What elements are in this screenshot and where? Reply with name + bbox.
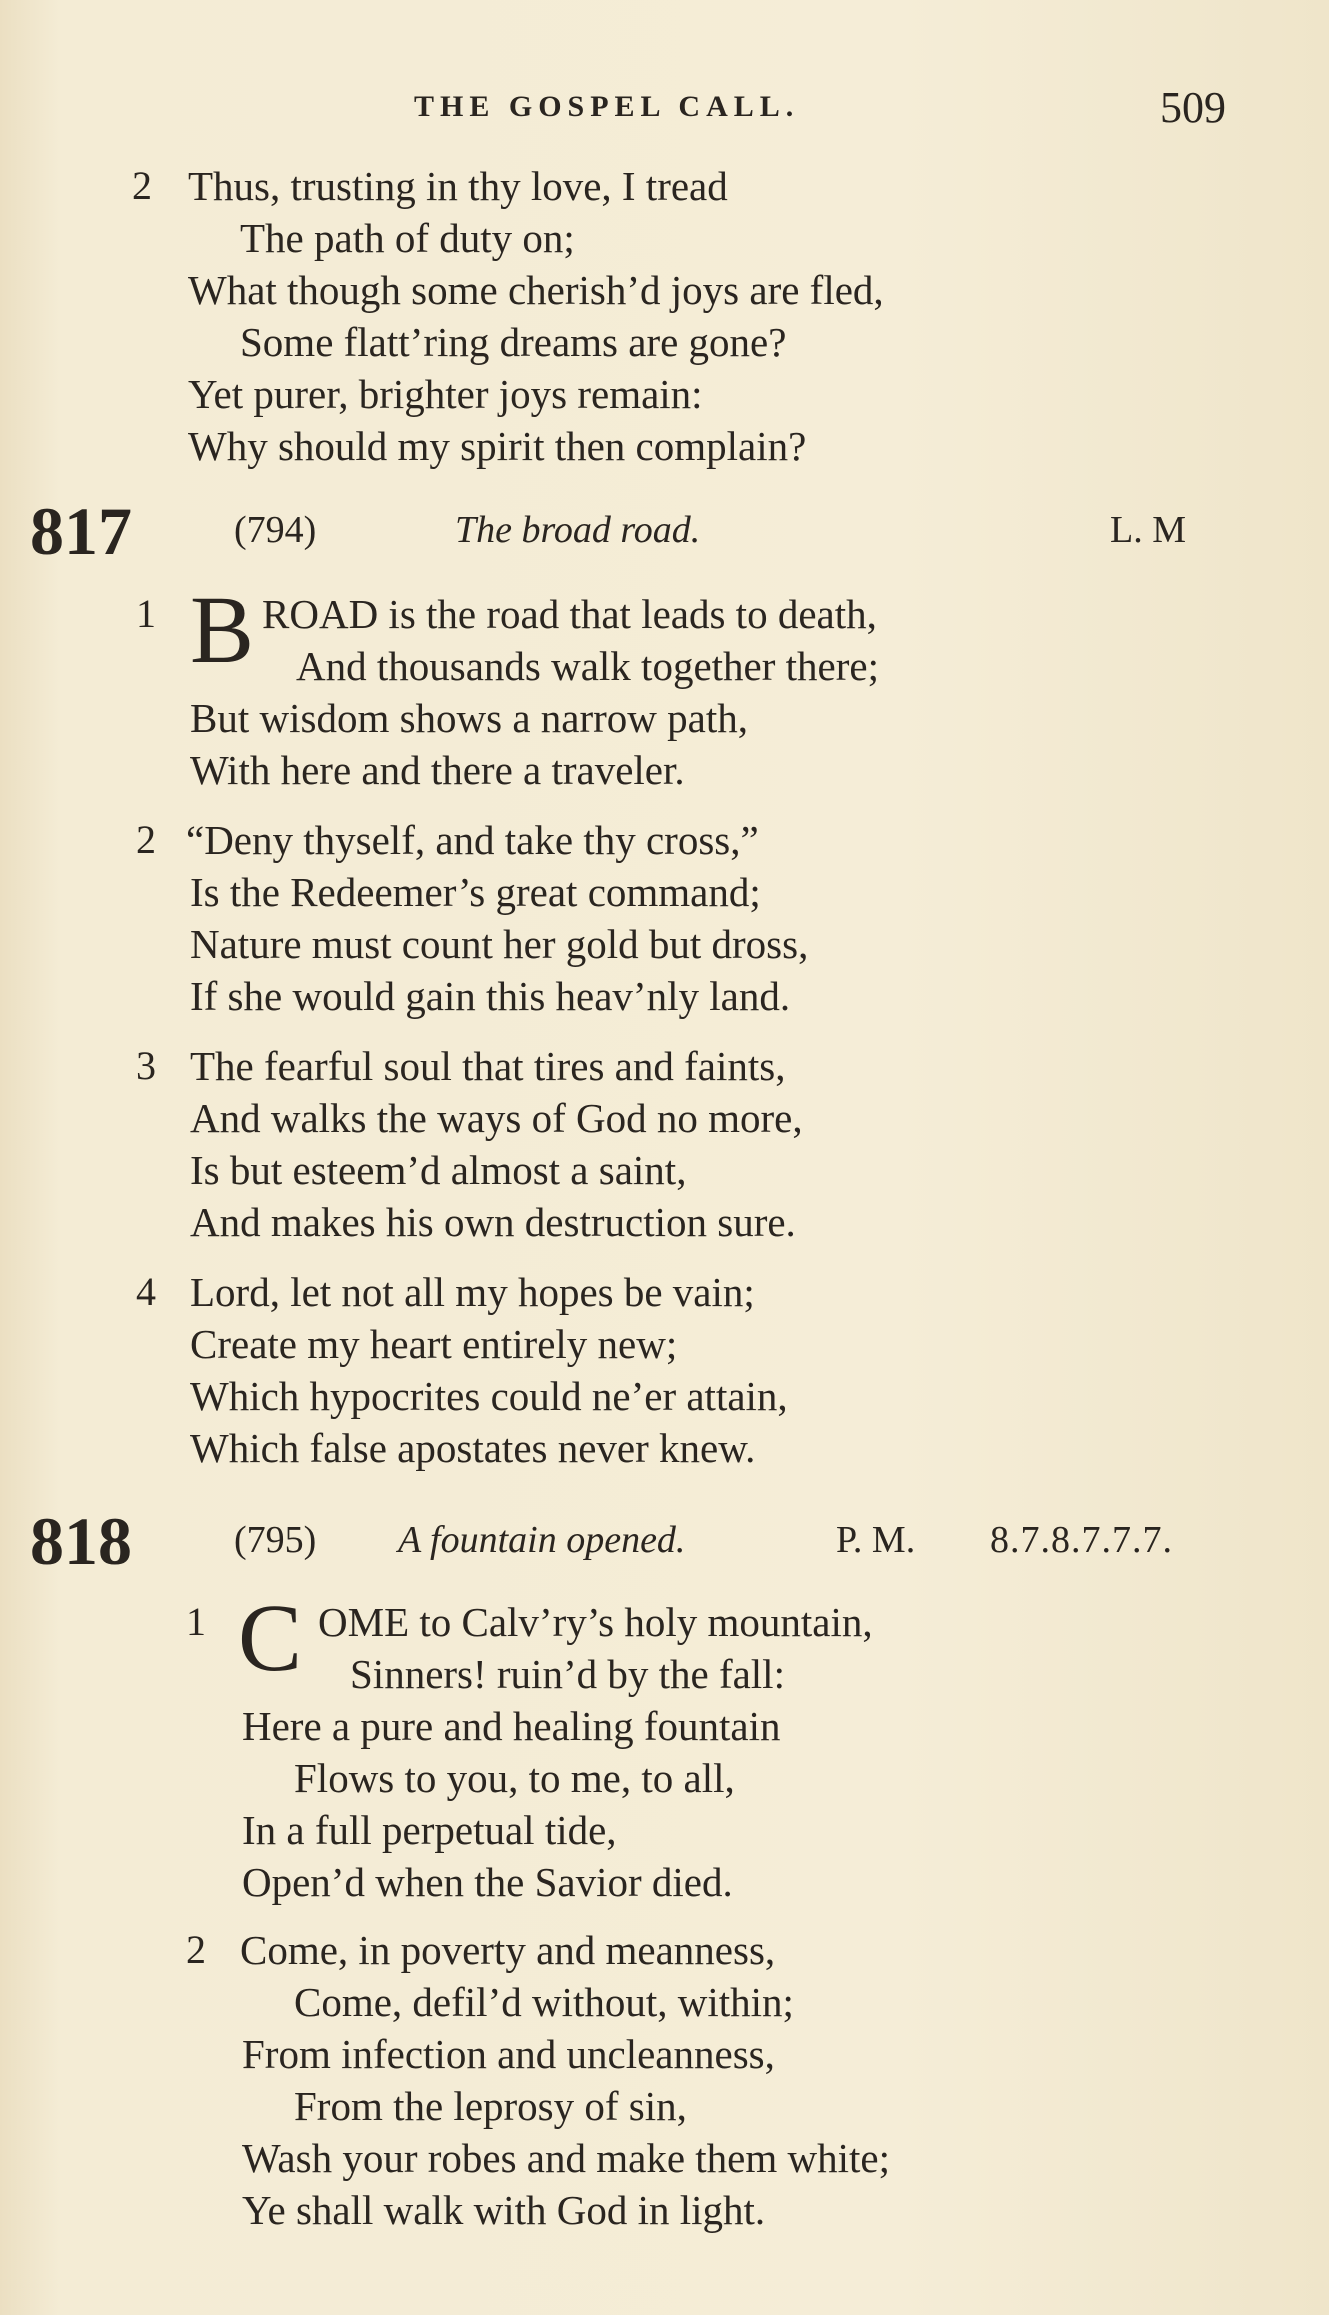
stanza-number: 1	[136, 591, 156, 636]
drop-cap: B	[190, 576, 255, 683]
hymn-818-heading	[0, 1503, 1329, 1579]
verse-line: And thousands walk together there;	[296, 643, 879, 689]
stanza-number: 4	[136, 1269, 156, 1314]
verse-line: Why should my spirit then complain?	[188, 423, 807, 469]
tune-reference: (794)	[234, 509, 317, 551]
page-number: 509	[1160, 83, 1226, 132]
verse-line: Lord, let not all my hopes be vain;	[190, 1269, 755, 1315]
stanza-number: 3	[136, 1043, 156, 1088]
tune-reference: (795)	[234, 1519, 317, 1561]
verse-line: Some flatt’ring dreams are gone?	[240, 319, 787, 365]
verse-line: Is the Redeemer’s great command;	[190, 869, 761, 915]
verse-line: In a full perpetual tide,	[242, 1807, 617, 1853]
verse-line: Nature must count her gold but dross,	[190, 921, 809, 967]
stanza-number: 2	[186, 1927, 206, 1972]
page-header	[0, 82, 1329, 132]
verse-line: Wash your robes and make them white;	[242, 2135, 890, 2181]
verse-line: Is but esteem’d almost a saint,	[190, 1147, 687, 1193]
verse-line: Flows to you, to me, to all,	[294, 1755, 735, 1801]
stanza-number: 2	[132, 163, 152, 208]
verse-line: Come, in poverty and meanness,	[240, 1927, 776, 1973]
verse-line: Sinners! ruin’d by the fall:	[350, 1651, 785, 1697]
verse-line: The path of duty on;	[240, 215, 575, 261]
hymn-number: 818	[30, 1503, 132, 1579]
meter-code: 8.7.8.7.7.7.	[990, 1519, 1173, 1561]
stanza-number: 2	[136, 817, 156, 862]
verse-line: Thus, trusting in thy love, I tread	[188, 163, 728, 209]
hymn-title: The broad road.	[455, 509, 701, 551]
verse-line: What though some cherish’d joys are fled,	[188, 267, 884, 313]
verse-line: And walks the ways of God no more,	[190, 1095, 803, 1141]
verse-line: Open’d when the Savior died.	[242, 1859, 733, 1905]
verse-line: “Deny thyself, and take thy cross,”	[186, 817, 759, 863]
verse-line: With here and there a traveler.	[190, 747, 685, 793]
hymn-title: A fountain opened.	[398, 1519, 686, 1561]
hymn-meter: L. M	[1110, 509, 1186, 551]
verse-line: The fearful soul that tires and faints,	[190, 1043, 786, 1089]
verse-line: Which false apostates never knew.	[190, 1425, 756, 1471]
verse-line: ROAD is the road that leads to death,	[262, 591, 877, 637]
verse-line: Come, defil’d without, within;	[294, 1979, 794, 2025]
verse-line: Create my heart entirely new;	[190, 1321, 678, 1367]
verse-line: But wisdom shows a narrow path,	[190, 695, 749, 741]
verse-line: Ye shall walk with God in light.	[242, 2187, 766, 2233]
verse-line: Which hypocrites could ne’er attain,	[190, 1373, 788, 1419]
running-title: THE GOSPEL CALL.	[414, 90, 800, 123]
verse-line: If she would gain this heav’nly land.	[190, 973, 791, 1019]
verse-line: Yet purer, brighter joys remain:	[188, 371, 703, 417]
verse-line: OME to Calv’ry’s holy mountain,	[318, 1599, 873, 1645]
stanza-number: 1	[186, 1599, 206, 1644]
hymn-meter: P. M.	[836, 1519, 916, 1561]
verse-line: And makes his own destruction sure.	[190, 1199, 796, 1245]
verse-line: From the leprosy of sin,	[294, 2083, 687, 2129]
hymn-number: 817	[30, 493, 132, 569]
verse-line: From infection and uncleanness,	[242, 2031, 775, 2077]
verse-line: Here a pure and healing fountain	[242, 1703, 781, 1749]
hymn-817-heading	[0, 493, 1329, 569]
drop-cap: C	[238, 1584, 303, 1691]
